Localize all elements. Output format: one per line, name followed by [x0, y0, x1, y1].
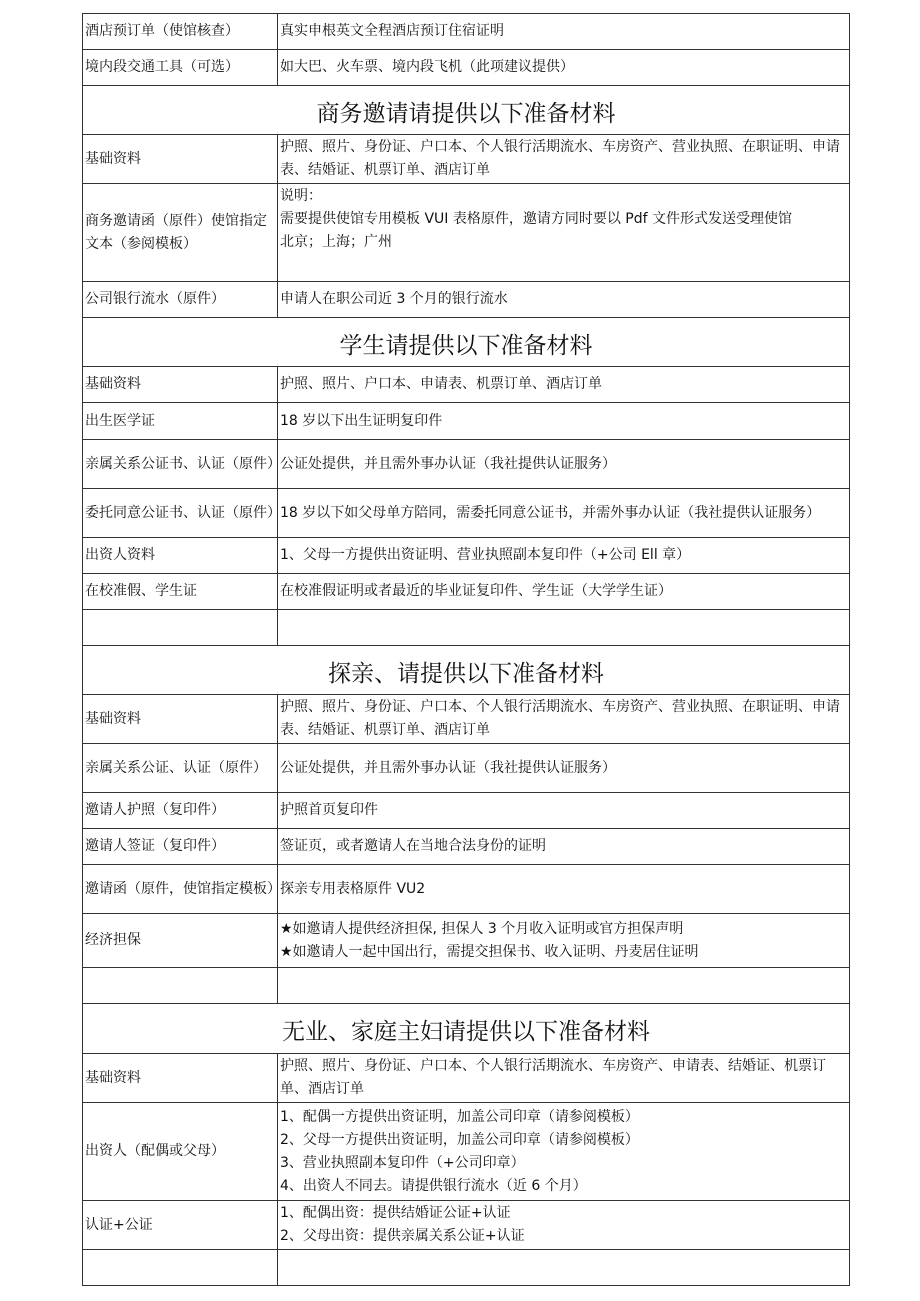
value-line: 北京；上海；广州 — [280, 234, 392, 250]
table-row — [83, 1103, 850, 1201]
table-row — [83, 574, 850, 610]
row-label: 基础资料 — [83, 367, 278, 403]
table-row — [83, 135, 850, 184]
row-value — [278, 1201, 850, 1250]
row-value: 护照、照片、户口本、申请表、机票订单、酒店订单 — [278, 367, 850, 403]
section-header-row — [83, 318, 850, 367]
value-line: 2、父母一方提供出资证明，加盖公司印章（请参阅模板） — [280, 1131, 639, 1148]
table-row — [83, 1054, 850, 1103]
row-value: 护照首页复印件 — [278, 793, 850, 829]
row-value — [278, 184, 850, 282]
empty-row — [83, 610, 850, 646]
row-value: 护照、照片、身份证、户口本、个人银行活期流水、车房资产、申请表、结婚证、机票订单、酒店订单 — [278, 1054, 850, 1103]
row-value: 在校准假证明或者最近的毕业证复印件、学生证（大学学生证） — [278, 574, 850, 610]
table-row — [83, 914, 850, 968]
row-value: 护照、照片、身份证、户口本、个人银行活期流水、车房资产、营业执照、在职证明、申请表、结婚证、机票订单、酒店订单 — [278, 135, 850, 184]
row-label: 经济担保 — [83, 914, 278, 968]
row-label: 委托同意公证书、认证（原件） — [83, 489, 278, 538]
value-line: 1、配偶一方提供出资证明，加盖公司印章（请参阅模板） — [280, 1108, 639, 1125]
section-title-business: 商务邀请请提供以下准备材料 — [83, 86, 850, 135]
row-value: 如大巴、火车票、境内段飞机（此项建议提供） — [278, 50, 850, 86]
section-title-visiting: 探亲、请提供以下准备材料 — [83, 646, 850, 695]
table-row — [83, 282, 850, 318]
row-label: 境内段交通工具（可选） — [83, 50, 278, 86]
section-title-student: 学生请提供以下准备材料 — [83, 318, 850, 367]
section-header-row — [83, 86, 850, 135]
row-label: 亲属关系公证书、认证（原件） — [83, 440, 278, 489]
empty-row — [83, 968, 850, 1004]
row-label: 出生医学证 — [83, 403, 278, 440]
row-value: 护照、照片、身份证、户口本、个人银行活期流水、车房资产、营业执照、在职证明、申请表、结婚证、机票订单、酒店订单 — [278, 695, 850, 744]
row-value: 公证处提供，并且需外事办认证（我社提供认证服务） — [278, 744, 850, 793]
row-value: 公证处提供，并且需外事办认证（我社提供认证服务） — [278, 440, 850, 489]
row-label: 出资人资料 — [83, 538, 278, 574]
row-label: 邀请人签证（复印件） — [83, 829, 278, 865]
row-label: 基础资料 — [83, 135, 278, 184]
value-line: ★如邀请人提供经济担保, 担保人 3 个月收入证明或官方担保声明 — [280, 920, 684, 937]
value-line: ★如邀请人一起中国出行，需提交担保书、收入证明、丹麦居住证明 — [280, 943, 699, 960]
row-label: 亲属关系公证、认证（原件） — [83, 744, 278, 793]
value-line: 需要提供使馆专用模板 VUI 表格原件，邀请方同时要以 Pdf 文件形式发送受理使馆 — [280, 211, 793, 227]
table-row — [83, 14, 850, 50]
table-row — [83, 403, 850, 440]
row-label: 商务邀请函（原件）使馆指定文本（参阅模板） — [83, 184, 278, 282]
table-row — [83, 538, 850, 574]
row-value: 1、父母一方提供出资证明、营业执照副本复印件（+公司 Ell 章） — [278, 538, 850, 574]
table-row — [83, 1201, 850, 1250]
row-value: 18 岁以下出生证明复印件 — [278, 403, 850, 440]
row-label: 出资人（配偶或父母） — [83, 1103, 278, 1201]
table-row — [83, 489, 850, 538]
row-value: 探亲专用表格原件 VU2 — [278, 865, 850, 914]
row-label: 邀请函（原件，使馆指定模板） — [83, 865, 278, 914]
row-label: 邀请人护照（复印件） — [83, 793, 278, 829]
row-value — [278, 914, 850, 968]
row-value — [278, 1103, 850, 1201]
requirements-table — [82, 13, 850, 1286]
value-line: 3、营业执照副本复印件（+公司印章） — [280, 1154, 525, 1171]
row-value: 真实申根英文全程酒店预订住宿证明 — [278, 14, 850, 50]
empty-row — [83, 1250, 850, 1286]
table-row — [83, 184, 850, 282]
value-line: 4、出资人不同去。请提供银行流水（近 6 个月） — [280, 1177, 587, 1194]
table-row — [83, 744, 850, 793]
row-label: 在校准假、学生证 — [83, 574, 278, 610]
table-row — [83, 793, 850, 829]
row-label: 公司银行流水（原件） — [83, 282, 278, 318]
value-line: 2、父母出资：提供亲属关系公证+认证 — [280, 1228, 525, 1244]
row-label: 酒店预订单（使馆核查） — [83, 14, 278, 50]
table-row — [83, 695, 850, 744]
table-row — [83, 50, 850, 86]
row-label: 基础资料 — [83, 1054, 278, 1103]
table-row — [83, 829, 850, 865]
row-label: 基础资料 — [83, 695, 278, 744]
row-value: 签证页，或者邀请人在当地合法身份的证明 — [278, 829, 850, 865]
table-row — [83, 440, 850, 489]
section-header-row — [83, 1004, 850, 1054]
table-row — [83, 367, 850, 403]
section-title-unemployed: 无业、家庭主妇请提供以下准备材料 — [83, 1004, 850, 1054]
row-label: 认证+公证 — [83, 1201, 278, 1250]
section-header-row — [83, 646, 850, 695]
value-line: 1、配偶出资：提供结婚证公证+认证 — [280, 1205, 511, 1221]
table-row — [83, 865, 850, 914]
value-line: 说明： — [280, 188, 322, 204]
row-value: 18 岁以下如父母单方陪同，需委托同意公证书，并需外事办认证（我社提供认证服务） — [278, 489, 850, 538]
row-value: 申请人在职公司近 3 个月的银行流水 — [278, 282, 850, 318]
